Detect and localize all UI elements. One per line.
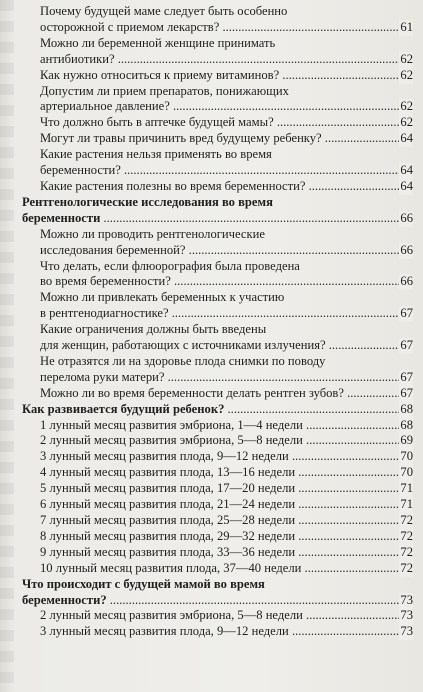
toc-page-number: 68 bbox=[400, 417, 413, 432]
toc-entry-title: перелома руки матери? ..... bbox=[40, 370, 413, 386]
toc-entry bbox=[20, 227, 413, 259]
toc-entry bbox=[20, 147, 413, 179]
toc-entry-title: беременности? ..... bbox=[40, 163, 413, 179]
toc-entry bbox=[20, 68, 413, 84]
toc-page-number: 72 bbox=[400, 560, 413, 575]
toc-page-number: 64 bbox=[400, 163, 413, 178]
toc-entry-title: Что должно быть в аптечке будущей мамы? ..... bbox=[40, 115, 413, 131]
toc-page-number: 70 bbox=[400, 465, 413, 480]
toc-entry bbox=[20, 386, 413, 402]
toc-entry-title: исследования беременной? ..... bbox=[40, 243, 413, 259]
toc-entry-title-line: Почему будущей маме следует быть особенно bbox=[40, 4, 288, 18]
toc-entry-title: в рентгенодиагностике? ..... bbox=[40, 306, 413, 322]
toc-entry bbox=[20, 84, 413, 116]
toc-entry-title: 7 лунный месяц развития плода, 25—28 недели ..... bbox=[40, 513, 413, 529]
toc-entry-title: беременности ..... bbox=[22, 211, 413, 227]
toc-entry bbox=[20, 513, 413, 529]
toc-page-number: 73 bbox=[400, 608, 413, 623]
toc-entry bbox=[20, 561, 413, 577]
toc-entry bbox=[20, 322, 413, 354]
toc-page-number: 69 bbox=[400, 433, 413, 448]
toc-entry-title: 1 лунный месяц развития эмбриона, 1—4 недели ..... bbox=[40, 418, 413, 434]
toc-page-number: 71 bbox=[400, 497, 413, 512]
toc-entry-title-line: Можно ли проводить рентгенологические bbox=[40, 226, 265, 241]
toc-entry bbox=[20, 4, 413, 36]
toc-page-number: 68 bbox=[400, 401, 413, 416]
toc-entry-title: 4 лунный месяц развития плода, 13—16 недели ..... bbox=[40, 465, 413, 481]
toc-section-entry bbox=[20, 577, 413, 609]
toc-entry-title: 6 лунный месяц развития плода, 21—24 недели ..... bbox=[40, 497, 413, 513]
toc-entry-title: Могут ли травы причинить вред будущему ребенку? ..... bbox=[40, 131, 413, 147]
toc-entry-title: Какие растения полезны во время беременности? ..... bbox=[40, 179, 413, 195]
toc-page-number: 73 bbox=[400, 592, 413, 607]
toc-entry-title: осторожной с приемом лекарств? ..... bbox=[40, 20, 413, 36]
toc-entry bbox=[20, 449, 413, 465]
toc-page-number: 71 bbox=[400, 481, 413, 496]
toc-entry-title-line: Не отразятся ли на здоровье плода снимки по поводу bbox=[40, 353, 326, 368]
toc-entry bbox=[20, 545, 413, 561]
toc-page-number: 67 bbox=[400, 338, 413, 353]
toc-entry-title: 2 лунный месяц развития эмбриона, 5—8 недели ..... bbox=[40, 608, 413, 624]
toc-entry-title: во время беременности? ..... bbox=[40, 274, 413, 290]
toc-entry-title-line: Какие растения нельзя применять во время bbox=[40, 147, 272, 162]
toc-entry bbox=[20, 481, 413, 497]
toc-section-entry bbox=[20, 402, 413, 418]
toc-page-number: 64 bbox=[400, 131, 413, 146]
toc-entry-title: 5 лунный месяц развития плода, 17—20 недели ..... bbox=[40, 481, 413, 497]
toc-entry-title: 3 лунный месяц развития плода, 9—12 недели ..... bbox=[40, 624, 413, 640]
facing-page-bleed bbox=[0, 0, 14, 692]
toc-entry bbox=[20, 115, 413, 131]
toc-page-number: 72 bbox=[400, 544, 413, 559]
toc-page-number: 73 bbox=[400, 624, 413, 639]
toc-entry-title: беременности? ..... bbox=[22, 593, 413, 609]
toc-entry bbox=[20, 465, 413, 481]
toc-page-number: 67 bbox=[400, 369, 413, 384]
toc-page-number: 62 bbox=[400, 51, 413, 66]
toc-page-number: 66 bbox=[400, 210, 413, 225]
toc-entry-title-line: Рентгенологические исследования во время bbox=[22, 194, 273, 209]
toc-entry bbox=[20, 354, 413, 386]
toc-page-number: 67 bbox=[400, 385, 413, 400]
toc-entry bbox=[20, 131, 413, 147]
toc-entry-title: Как развивается будущий ребенок? ..... bbox=[22, 402, 413, 418]
toc-entry-title: Можно ли во время беременности делать рентген зубов? ..... bbox=[40, 386, 413, 402]
toc-entry-title: антибиотики? ..... bbox=[40, 52, 413, 68]
toc-entry bbox=[20, 624, 413, 640]
table-of-contents bbox=[20, 4, 413, 640]
toc-entry-title-line: Что делать, если флюорография была проведена bbox=[40, 258, 300, 273]
toc-entry-title: 9 лунный месяц развития плода, 33—36 недели ..... bbox=[40, 545, 413, 561]
toc-entry bbox=[20, 529, 413, 545]
toc-entry bbox=[20, 179, 413, 195]
toc-entry bbox=[20, 259, 413, 291]
toc-entry-title-line: Какие ограничения должны быть введены bbox=[40, 322, 267, 337]
toc-section-entry bbox=[20, 195, 413, 227]
toc-page-number: 62 bbox=[400, 67, 413, 82]
toc-page-number: 70 bbox=[400, 449, 413, 464]
toc-page-number: 72 bbox=[400, 528, 413, 543]
toc-entry bbox=[20, 290, 413, 322]
toc-entry-title: артериальное давление? ..... bbox=[40, 99, 413, 115]
toc-page-number: 62 bbox=[400, 99, 413, 114]
toc-page-number: 64 bbox=[400, 178, 413, 193]
toc-entry-title: Как нужно относиться к приему витаминов? ..... bbox=[40, 68, 413, 84]
toc-entry-title-line: Допустим ли прием препаратов, понижающих bbox=[40, 83, 289, 98]
toc-entry-title-line: Можно ли беременной женщине принимать bbox=[40, 35, 276, 50]
toc-entry-title-line: Можно ли привлекать беременных к участию bbox=[40, 290, 285, 305]
toc-entry bbox=[20, 418, 413, 434]
toc-page-number: 61 bbox=[400, 19, 413, 34]
toc-page-number: 66 bbox=[400, 274, 413, 289]
toc-entry bbox=[20, 433, 413, 449]
toc-entry-title: 2 лунный месяц развития эмбриона, 5—8 недели ..... bbox=[40, 433, 413, 449]
toc-entry-title: 8 лунный месяц развития плода, 29—32 недели ..... bbox=[40, 529, 413, 545]
toc-entry-title: 10 лунный месяц развития плода, 37—40 недели ..... bbox=[40, 561, 413, 577]
toc-page-number: 66 bbox=[400, 242, 413, 257]
toc-entry bbox=[20, 36, 413, 68]
toc-page-number: 72 bbox=[400, 513, 413, 527]
toc-entry-title: для женщин, работающих с источниками излучения? ..... bbox=[40, 338, 413, 354]
toc-page-number: 62 bbox=[400, 115, 413, 130]
toc-entry-title: 3 лунный месяц развития плода, 9—12 недели ..... bbox=[40, 449, 413, 465]
toc-entry bbox=[20, 608, 413, 624]
toc-entry bbox=[20, 497, 413, 513]
toc-page-number: 67 bbox=[400, 306, 413, 321]
toc-entry-title-line: Что происходит с будущей мамой во время bbox=[22, 576, 265, 591]
